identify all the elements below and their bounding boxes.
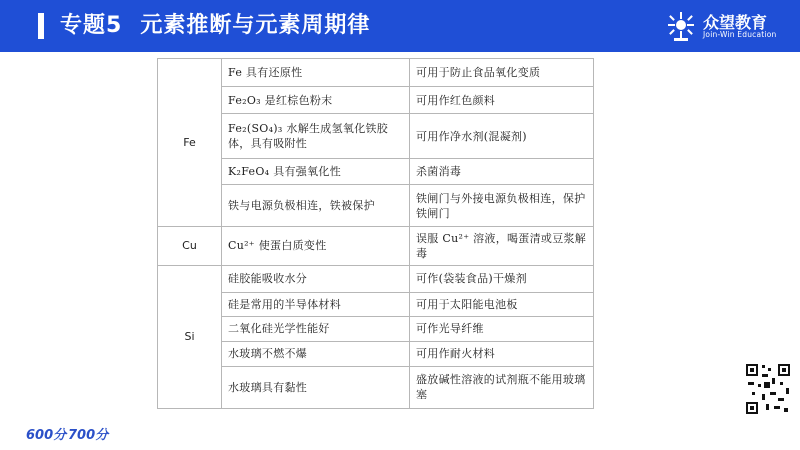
element-cell-fe: Fe bbox=[158, 59, 222, 227]
use-cell: 盛放碱性溶液的试剂瓶不能用玻璃塞 bbox=[410, 366, 594, 408]
property-cell: 硅胶能吸收水分 bbox=[222, 265, 410, 292]
table-row bbox=[158, 185, 594, 227]
qr-code-icon bbox=[744, 362, 792, 416]
brand-emblem-icon bbox=[663, 8, 699, 44]
table-row bbox=[158, 341, 594, 366]
property-cell: Fe 具有还原性 bbox=[222, 59, 410, 87]
brand-name-en: Join-Win Education bbox=[703, 30, 777, 39]
property-cell: 铁与电源负极相连，铁被保护 bbox=[222, 185, 410, 227]
table-row bbox=[158, 159, 594, 185]
property-cell: K₂FeO₄ 具有强氧化性 bbox=[222, 159, 410, 185]
table-row bbox=[158, 265, 594, 292]
topic-title: 元素推断与元素周期律 bbox=[140, 13, 371, 38]
brand-name-cn: 众望教育 bbox=[703, 13, 768, 32]
logo-700: 700分 bbox=[68, 428, 109, 443]
logo-600: 600分 bbox=[26, 428, 67, 443]
brand-logo bbox=[663, 8, 793, 44]
property-cell: 水玻璃具有黏性 bbox=[222, 366, 410, 408]
table-row bbox=[158, 316, 594, 341]
element-cell-cu: Cu bbox=[158, 227, 222, 265]
property-cell: 二氧化硅光学性能好 bbox=[222, 316, 410, 341]
property-cell: Fe₂(SO₄)₃ 水解生成氢氧化铁胶体，具有吸附性 bbox=[222, 114, 410, 159]
table-row bbox=[158, 292, 594, 316]
use-cell: 可作光导纤维 bbox=[410, 316, 594, 341]
header-accent-bar bbox=[38, 13, 44, 39]
element-cell-si: Si bbox=[158, 265, 222, 408]
page-title bbox=[60, 11, 370, 41]
use-cell: 可用作净水剂(混凝剂) bbox=[410, 114, 594, 159]
use-cell: 铁闸门与外接电源负极相连，保护铁闸门 bbox=[410, 185, 594, 227]
use-cell: 可用于太阳能电池板 bbox=[410, 292, 594, 316]
table-row bbox=[158, 59, 594, 87]
table-row bbox=[158, 366, 594, 408]
use-cell: 可用于防止食品氧化变质 bbox=[410, 59, 594, 87]
property-cell: Cu²⁺ 使蛋白质变性 bbox=[222, 227, 410, 265]
use-cell: 可作(袋装食品)干燥剂 bbox=[410, 265, 594, 292]
use-cell: 误服 Cu²⁺ 溶液，喝蛋清或豆浆解毒 bbox=[410, 227, 594, 265]
property-cell: 硅是常用的半导体材料 bbox=[222, 292, 410, 316]
property-cell: 水玻璃不燃不爆 bbox=[222, 341, 410, 366]
use-cell: 可用作红色颜料 bbox=[410, 87, 594, 114]
header-bar bbox=[0, 0, 800, 52]
table-row bbox=[158, 114, 594, 159]
topic-label: 专题5 bbox=[60, 13, 123, 38]
property-cell: Fe₂O₃ 是红棕色粉末 bbox=[222, 87, 410, 114]
table-row bbox=[158, 227, 594, 265]
use-cell: 杀菌消毒 bbox=[410, 159, 594, 185]
element-properties-table bbox=[157, 58, 594, 409]
use-cell: 可用作耐火材料 bbox=[410, 341, 594, 366]
table-row bbox=[158, 87, 594, 114]
